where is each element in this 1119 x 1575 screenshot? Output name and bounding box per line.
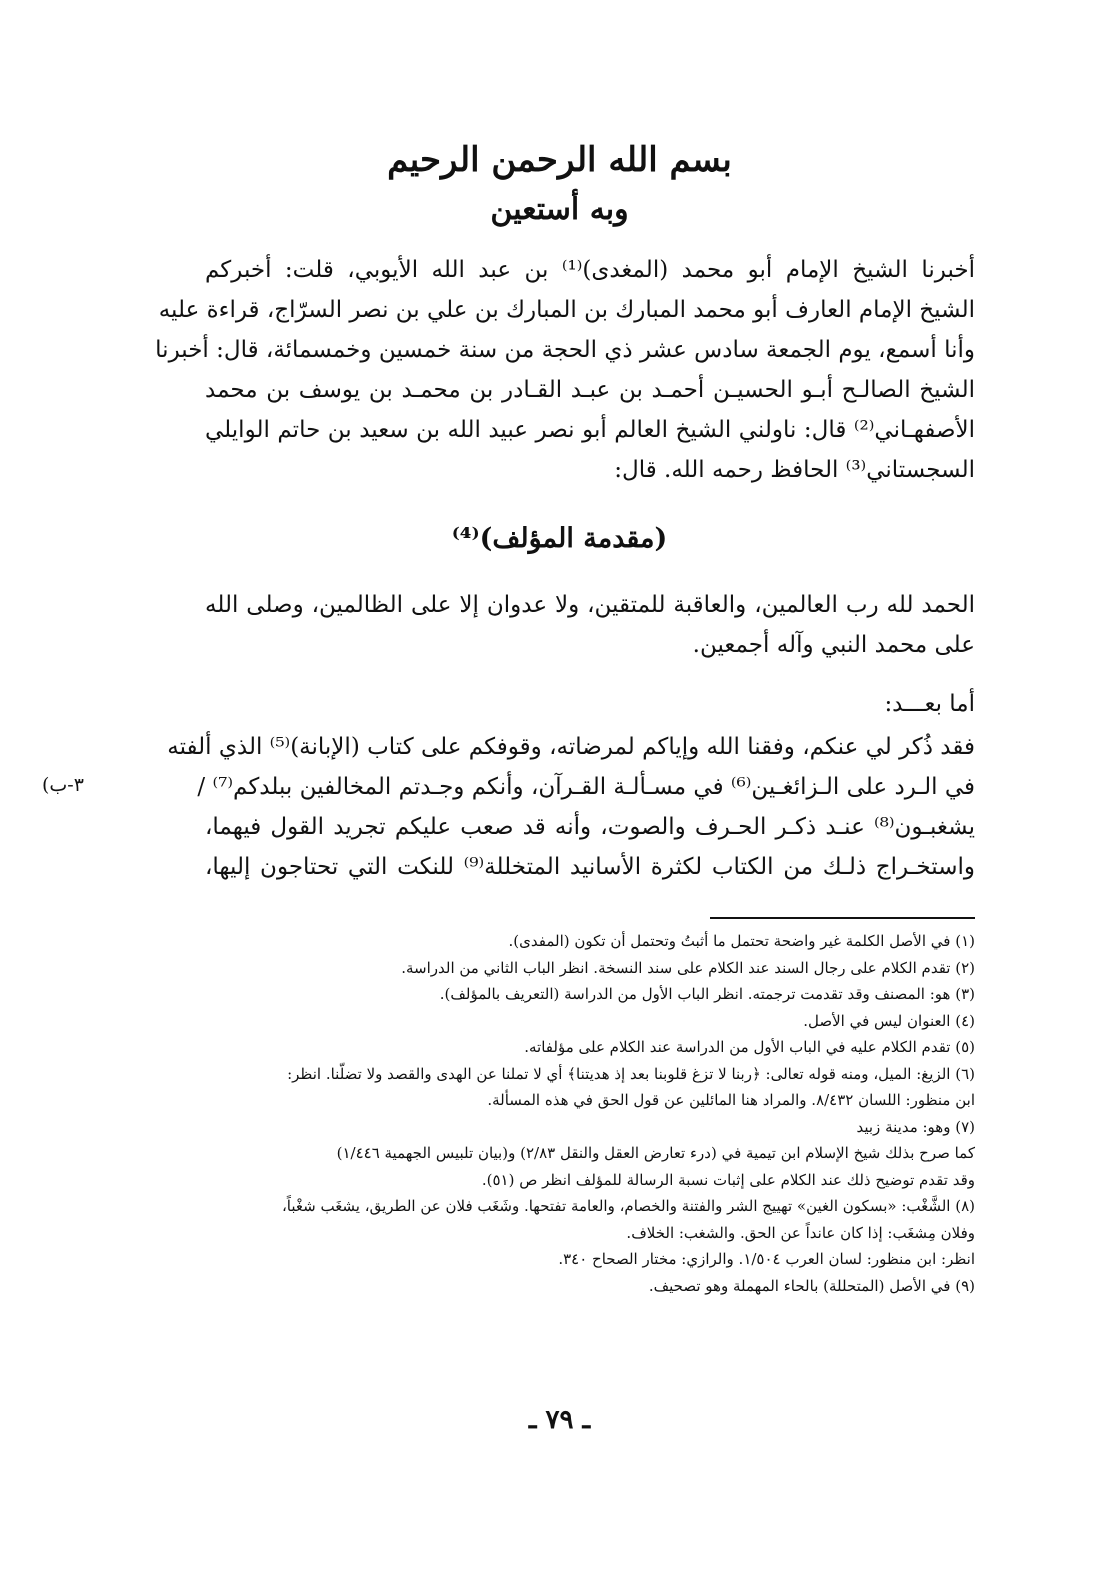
footnote: (١) في الأصل الكلمة غير واضحة تحتمل ما أثبتُ وتحتمل أن تكون (المفدى). bbox=[508, 932, 975, 950]
main-line: في الـرد على الـزائغـين⁽⁶⁾ في مسـألـة القـرآن، وأنكم وجـدتم المخالفين ببلدكم⁽⁷⁾ / bbox=[197, 774, 975, 800]
footnote: (٧) وهو: مدينة زبيد bbox=[856, 1117, 975, 1136]
footnote-continuation: ابن منظور: اللسان ٨/٤٣٢. والمراد هنا المائلين عن قول الحق في هذه المسألة. bbox=[487, 1091, 975, 1109]
footnote-separator bbox=[710, 917, 975, 919]
footnote: (٦) الزيغ: الميل، ومنه قوله تعالى: ﴿ربنا لا تزغ قلوبنا بعد إذ هديتنا﴾ أي لا تملنا عن الهدى والقصد ولا تضلّنا. انظر: bbox=[287, 1064, 975, 1083]
footnote: (٣) هو: المصنف وقد تقدمت ترجمته. انظر الباب الأول من الدراسة (التعريف بالمؤلف). bbox=[439, 985, 975, 1003]
main-line: فقد ذُكر لي عنكم، وفقنا الله وإياكم لمرضاته، وقوفكم على كتاب (الإبانة)⁽⁵⁾ الذي ألفته bbox=[167, 734, 975, 760]
isnad-line: الأصفهـاني⁽²⁾ قال: ناولني الشيخ العالم أبو نصر عبيد الله بن سعيد بن حاتم الوايلي bbox=[205, 417, 975, 443]
main-paragraph bbox=[167, 727, 975, 887]
manuscript-folio-note: ٣-ب) bbox=[42, 774, 84, 796]
isnad-line: وأنا أسمع، يوم الجمعة سادس عشر ذي الحجة من سنة خمسين وخمسمائة، قال: أخبرنا bbox=[155, 337, 975, 363]
footnote: (٨) الشَّغْب: «بسكون الغين» تهييج الشر والفتنة والخصام، والعامة تفتحها. وشَغَب فلان عن الطريق، يشغَب شغْباً، bbox=[281, 1197, 975, 1215]
footnote-continuation: انظر: ابن منظور: لسان العرب ١/٥٠٤. والرازي: مختار الصحاح ٣٤٠. bbox=[558, 1250, 975, 1268]
footnote-continuation: كما صرح بذلك شيخ الإسلام ابن تيمية في (درء تعارض العقل والنقل ٢/٨٣) و(بيان تلبيس الجهمية ١/٤٤٦) bbox=[336, 1144, 975, 1162]
main-line: يشغبـون⁽⁸⁾ عنـد ذكـر الحـرف والصوت، وأنه قد صعب عليكم تجريد القول فيهما، bbox=[205, 814, 975, 840]
hamd-paragraph bbox=[205, 585, 975, 665]
page-number: ـ ٧٩ ـ bbox=[528, 1405, 591, 1435]
footnote: (٩) في الأصل (المتحللة) بالحاء المهملة وهو تصحيف. bbox=[648, 1276, 975, 1295]
footnote: (٥) تقدم الكلام عليه في الباب الأول من الدراسة عند الكلام على مؤلفاته. bbox=[524, 1038, 975, 1056]
isnad-line: السجستاني⁽³⁾ الحافظ رحمه الله. قال: bbox=[614, 457, 975, 483]
footnote: (٢) تقدم الكلام على رجال السند عند الكلام على سند النسخة. انظر الباب الثاني من الدراسة. bbox=[401, 958, 975, 977]
isnad-line: الشيخ الإمام العارف أبو محمد المبارك بن المبارك بن علي بن نصر السرّاج، قراءة عليه bbox=[158, 297, 975, 323]
isnad-paragraph bbox=[155, 250, 975, 490]
hamd-line: الحمد لله رب العالمين، والعاقبة للمتقين، ولا عدوان إلا على الظالمين، وصلى الله bbox=[205, 592, 975, 618]
amma-bad-text: أما بعـــد: bbox=[884, 691, 975, 717]
footnote: (٤) العنوان ليس في الأصل. bbox=[803, 1011, 975, 1030]
footnote-continuation: وقد تقدم توضيح ذلك عند الكلام على إثبات نسبة الرسالة للمؤلف انظر ص (٥١). bbox=[481, 1170, 975, 1189]
author-intro-heading: (مقدمة المؤلف)⁽⁴⁾ bbox=[451, 523, 668, 554]
istiana-heading: وبه أستعين bbox=[490, 192, 629, 227]
footnotes bbox=[150, 928, 975, 1299]
amma-bad-line bbox=[205, 684, 975, 724]
basmala-heading: بسم الله الرحمن الرحيم bbox=[387, 140, 732, 180]
isnad-line: أخبرنا الشيخ الإمام أبو محمد (المغدى)⁽¹⁾ بن عبد الله الأيوبي، قلت: أخبركم bbox=[205, 257, 975, 283]
hamd-line: على محمد النبي وآله أجمعين. bbox=[692, 632, 975, 658]
main-line: واستخـراج ذلـك من الكتاب لكثرة الأسانيد المتخللة⁽⁹⁾ للنكت التي تحتاجون إليها، bbox=[205, 854, 975, 880]
isnad-line: الشيخ الصالـح أبـو الحسيـن أحمـد بن عبـد القـادر بن محمـد بن يوسف بن محمد bbox=[205, 377, 975, 403]
footnote-continuation: وفلان مِشغَب: إذا كان عانداً عن الحق. والشغب: الخلاف. bbox=[626, 1223, 975, 1242]
